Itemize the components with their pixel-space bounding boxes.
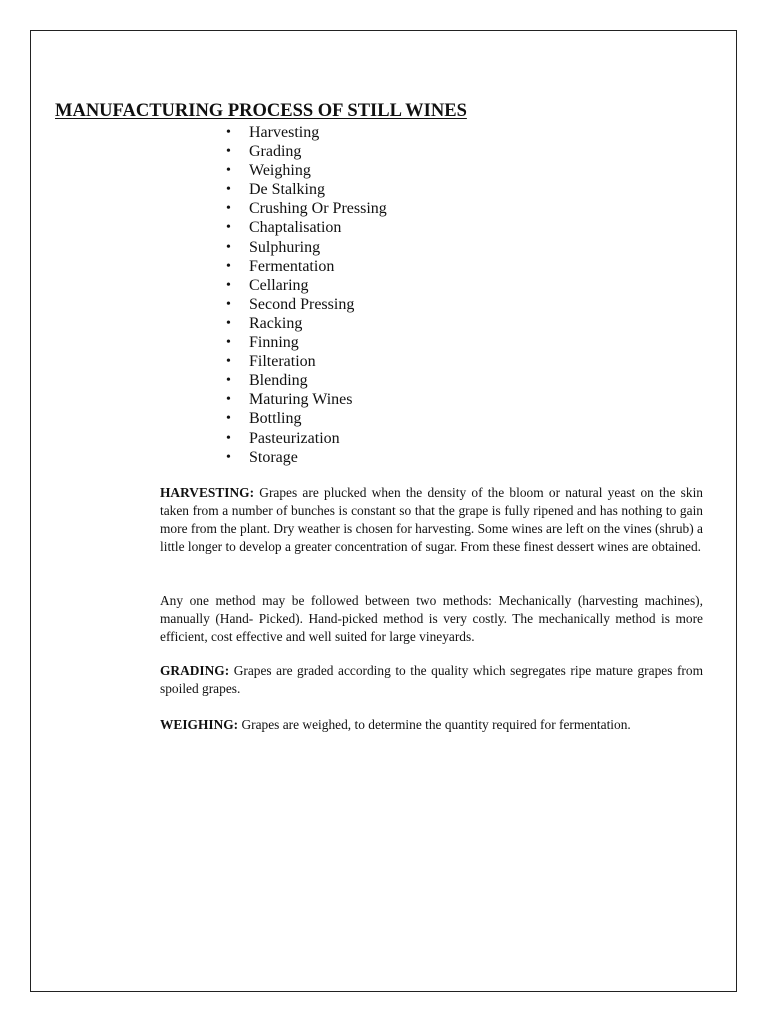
list-item	[226, 409, 387, 428]
list-item	[226, 257, 387, 276]
list-item	[226, 314, 387, 333]
bullet-icon: •	[226, 373, 231, 389]
bullet-icon: •	[226, 354, 231, 370]
list-item	[226, 142, 387, 161]
step-label: De Stalking	[249, 181, 325, 199]
list-item	[226, 333, 387, 352]
list-item	[226, 352, 387, 371]
step-label: Blending	[249, 372, 308, 390]
step-label: Bottling	[249, 410, 302, 428]
list-item	[226, 429, 387, 448]
methods-text: Any one method may be followed between two methods: Mechanically (harvesting machines), manually (Hand- Picked). Hand-picked method is very costly. The mechanically method is more efficient, cost effective and well suited for large vineyards.	[160, 593, 703, 644]
step-label: Fermentation	[249, 257, 335, 275]
list-item	[226, 180, 387, 199]
bullet-icon: •	[226, 411, 231, 427]
bullet-icon: •	[226, 335, 231, 351]
bullet-icon: •	[226, 239, 231, 255]
list-item	[226, 161, 387, 180]
step-label: Cellaring	[249, 276, 309, 294]
harvesting-text: Grapes are plucked when the density of the bloom or natural yeast on the skin taken from a number of bunches is constant so that the grape is fully ripened and has nothing to gain more from the plant. Dry weather is chosen for harvesting. Some wines are left on the vines (shrub) a little longer to develop a greater concentration of sugar. From these finest dessert wines are obtained.	[160, 485, 703, 554]
bullet-icon: •	[226, 182, 231, 198]
list-item	[226, 199, 387, 218]
weighing-heading: WEIGHING:	[160, 717, 239, 732]
step-label: Chaptalisation	[249, 219, 342, 237]
list-item	[226, 123, 387, 142]
step-label: Storage	[249, 448, 298, 466]
list-item	[226, 371, 387, 390]
bullet-icon: •	[226, 163, 231, 179]
bullet-icon: •	[226, 392, 231, 408]
bullet-icon: •	[226, 277, 231, 293]
list-item	[226, 295, 387, 314]
step-label: Grading	[249, 143, 302, 161]
harvesting-heading: HARVESTING:	[160, 485, 255, 500]
step-label: Finning	[249, 334, 299, 352]
step-label: Filteration	[249, 353, 316, 371]
step-label: Second Pressing	[249, 295, 355, 313]
step-label: Weighing	[249, 162, 311, 180]
harvesting-paragraph	[160, 484, 703, 556]
step-label: Pasteurization	[249, 429, 340, 447]
grading-paragraph	[160, 662, 703, 698]
weighing-paragraph	[160, 716, 703, 734]
step-label: Harvesting	[249, 124, 320, 141]
bullet-icon: •	[226, 258, 231, 274]
bullet-icon: •	[226, 296, 231, 312]
step-label: Racking	[249, 314, 303, 332]
bullet-icon: •	[226, 144, 231, 160]
grading-heading: GRADING:	[160, 663, 230, 678]
list-item	[226, 238, 387, 257]
bullet-icon: •	[226, 201, 231, 217]
step-label: Sulphuring	[249, 238, 321, 256]
bullet-icon: •	[226, 449, 231, 465]
list-item	[226, 276, 387, 295]
step-label: Maturing Wines	[249, 391, 353, 409]
step-label: Crushing Or Pressing	[249, 200, 387, 218]
weighing-text: Grapes are weighed, to determine the quantity required for fermentation.	[238, 717, 631, 732]
document-title: MANUFACTURING PROCESS OF STILL WINES	[55, 101, 467, 121]
bullet-icon: •	[226, 315, 231, 331]
bullet-icon: •	[226, 430, 231, 446]
list-item	[226, 390, 387, 409]
bullet-icon: •	[226, 125, 231, 140]
list-item	[226, 448, 387, 467]
process-steps-list	[226, 123, 387, 467]
harvesting-methods-paragraph	[160, 592, 703, 646]
list-item	[226, 218, 387, 237]
bullet-icon: •	[226, 220, 231, 236]
grading-text: Grapes are graded according to the quality which segregates ripe mature grapes from spoiled grapes.	[160, 663, 703, 696]
